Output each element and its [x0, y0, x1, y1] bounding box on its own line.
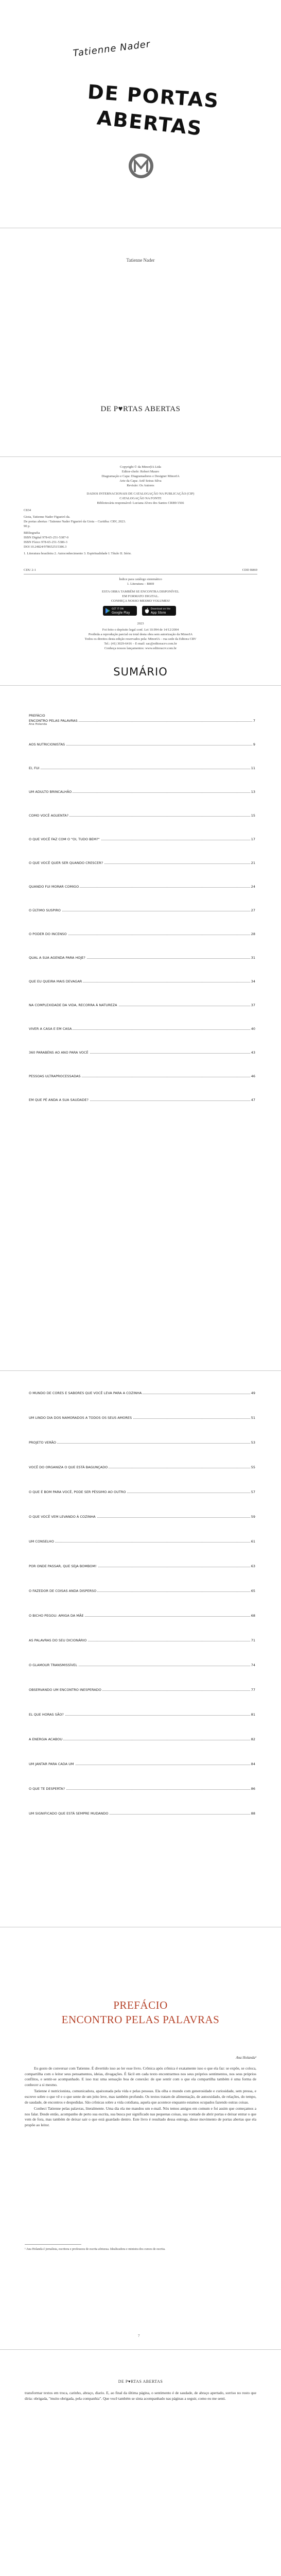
ebook-line: CONHEÇA NOSSO MESMO VOLUMES!	[111, 599, 170, 603]
google-play-button[interactable]	[103, 606, 137, 616]
catalog-line: Gioia, Tatienne Nader Figueiró da.	[24, 515, 71, 519]
copyright-credits	[62, 465, 219, 488]
page-separator	[0, 2349, 281, 2350]
catalog-header-line: CATALOGAÇÃO NA FONTE	[119, 497, 162, 500]
toc-entry-title: O QUE VOCÊ QUER SER QUANDO CRESCER?	[29, 861, 103, 865]
toc-entry-title: EL QUE HORAS SÃO?	[29, 1713, 64, 1717]
revision-line: Revisão: Os Autores	[127, 484, 154, 487]
toc-entry[interactable]	[29, 1762, 255, 1770]
toc-entry-title: A ENERGIA ACABOU	[29, 1737, 63, 1741]
app-store-button[interactable]	[142, 606, 176, 616]
toc-entry[interactable]	[29, 1050, 255, 1059]
toc-entry[interactable]	[29, 1391, 255, 1399]
toc-entry-page: 47	[251, 1098, 255, 1102]
index-line: Índice para catálogo sistemático	[119, 578, 162, 581]
toc-entry[interactable]	[29, 1589, 255, 1597]
toc-entry-title: O MUNDO DE CORES E SABORES QUE VOCÊ LEVA PARA A COZINHA	[29, 1391, 142, 1395]
running-header: DE P♥RTAS ABERTAS	[118, 2379, 163, 2384]
toc-entry-author: Ana Holanda	[29, 723, 47, 726]
toc-entry-title: EI, FUI	[29, 766, 40, 770]
ebook-line: EM FORMATO DIGITAL.	[122, 595, 159, 598]
legal-line: Todos os direitos desta edição reservados pela: MinorIA – rua sede da Editora CRV	[84, 637, 197, 641]
toc-entry-page: 31	[251, 956, 255, 960]
toc-entry-title: O FAZEDOR DE COISAS ANDA DISPERSO	[29, 1589, 97, 1593]
catalog-header-line: DADOS INTERNACIONAIS DE CATALOGAÇÃO NA PUBLICAÇÃO (CIP)	[86, 492, 195, 496]
toc-entry-title: QUAL A SUA AGENDA PARA HOJE?	[29, 956, 85, 960]
copyright-year: 2023	[137, 622, 144, 625]
catalog-line: Bibliografia	[24, 531, 40, 535]
store-name: Google Play	[112, 611, 130, 615]
toc-entry-title: UM SIGNIFICADO QUE ESTÁ SEMPRE MUDANDO	[29, 1811, 109, 1816]
toc-entry-title: O BICHO PEGOU: AMIGA DA MÃE	[29, 1614, 84, 1618]
cdu-code: CDU 2-1	[24, 568, 37, 572]
toc-entry-page: 63	[251, 1564, 255, 1568]
toc-entry-page: 61	[251, 1539, 255, 1544]
catalog-line: ISBN Físico 978-65-251-5386-3	[24, 540, 67, 544]
toc-entry-page: 49	[251, 1391, 255, 1395]
toc-entry[interactable]	[29, 1490, 255, 1498]
toc-entry[interactable]	[29, 1614, 255, 1622]
preface-paragraph: Conheci Tatienne pelas palavras, literalmente. Uma dia ela me mandou um e-mail. Nós temos amigos em comum e foi assim que começamos a nos falar. Desde então, acompanho de perto sua escrita, sua busca por significado nas pequenas coisas, sua vontade de abrir portas e deixar entrar o que vem de fora, mas também de deixar sair o que está guardado dentro. Este livro é resultado dessa entrega, desse movimento de portas abertas que ela propõe ao leitor.	[25, 2106, 256, 2127]
preface-title: PREFÁCIO	[113, 1999, 168, 2011]
toc-entry-page: 77	[251, 1688, 255, 1692]
toc-entry-page: 37	[251, 1003, 255, 1007]
toc-entry-title: QUE EU QUEIRA MAIS DEVAGAR	[29, 979, 82, 984]
toc-entry-page: 40	[251, 1027, 255, 1031]
legal-line: Proibida a reprodução parcial ou total desta obra sem autorização da MinorIA	[88, 633, 193, 636]
title-page-author: Tatienne Nader	[126, 258, 155, 263]
toc-entry[interactable]	[29, 1663, 255, 1671]
toc-entry[interactable]	[29, 1027, 255, 1035]
toc-entry-title: COMO VOCÊ AGUENTA?	[29, 814, 69, 818]
toc-entry-title: VOCÊ DO ORGANIZA O QUE ESTÁ BAGUNÇADO	[29, 1465, 108, 1469]
toc-entry-page: 24	[251, 885, 255, 889]
footnote: ¹ Ana Holanda é jornalista, escritora e professora de escrita afetuosa. Idealizadora e ministra dos cursos de escrita.	[25, 2248, 166, 2251]
cover-author	[66, 23, 194, 79]
toc-entry[interactable]	[29, 1688, 255, 1696]
summary-title: SUMÁRIO	[113, 666, 168, 678]
publisher-logo-icon	[128, 152, 154, 179]
toc-entry-title: O QUE VOCÊ VEM LEVANDO À COZINHA	[29, 1515, 96, 1519]
index-line: 1. Literatura – B869	[127, 582, 154, 586]
toc-entry[interactable]	[29, 1074, 255, 1082]
toc-entry-title: UM ADULTO BRINCALHÃO	[29, 790, 72, 794]
preface-body	[25, 2066, 256, 2129]
toc-entry-title: O QUE É BOM PARA VOCÊ, PODE SER PÉSSIMO AO OUTRO	[29, 1490, 126, 1494]
toc-entry-page: 71	[251, 1638, 255, 1642]
toc-entry-title: PREFÁCIO	[29, 714, 45, 718]
catalog-header-line: Bibliotecária responsável: Luciana Alves dos Santos CRB9/1566	[97, 501, 184, 505]
catalog-line: DOI 10.24824/978652515386.3	[24, 545, 67, 549]
toc-entry[interactable]	[29, 1465, 255, 1473]
toc-entry-page: 88	[251, 1811, 255, 1816]
toc-entry-title: OBSERVANDO UM ENCONTRO INESPERADO	[29, 1688, 101, 1692]
toc-entry-page: 68	[251, 1614, 255, 1618]
cover-author-text: Tatienne Nader	[72, 39, 151, 59]
copyright-page	[0, 457, 281, 684]
page-number: 7	[138, 2334, 140, 2338]
toc-entry[interactable]	[29, 742, 255, 751]
toc-entry[interactable]	[29, 719, 255, 727]
store-small-label: Download on the	[151, 608, 171, 611]
cover-title-line2: ABERTAS	[96, 106, 204, 140]
toc-entry-title: POR ONDE PASSAR, QUE SEJA BOMBOM!	[29, 1564, 97, 1568]
toc-entry[interactable]	[29, 790, 255, 798]
legal-notice	[62, 628, 219, 651]
toc-entry-page: 74	[251, 1663, 255, 1667]
toc-entry[interactable]	[29, 1515, 255, 1523]
toc-entry-title: VIVER A CASA E EM CASA	[29, 1027, 72, 1031]
toc-entry[interactable]	[29, 1539, 255, 1548]
toc-entry[interactable]	[29, 979, 255, 988]
toc-leader	[29, 1443, 255, 1444]
toc-entry-page: 43	[251, 1050, 255, 1055]
toc-entry-title: O QUE VOCÊ FAZ COM O "OI, TUDO BEM?"	[29, 837, 100, 841]
table-of-contents-continued	[29, 1391, 255, 1855]
apple-icon	[145, 608, 149, 614]
toc-entry-page: 81	[251, 1713, 255, 1717]
toc-entry[interactable]	[29, 908, 255, 917]
toc-entry-page: 21	[251, 861, 255, 865]
toc-entry[interactable]	[29, 1638, 255, 1647]
toc-entry[interactable]	[29, 837, 255, 845]
title-page	[0, 229, 281, 455]
toc-entry[interactable]	[29, 1811, 255, 1820]
toc-entry-page: 46	[251, 1074, 255, 1078]
cdd-code: CDD B869	[242, 568, 257, 572]
toc-entry[interactable]	[29, 814, 255, 822]
toc-entry[interactable]	[29, 932, 255, 940]
toc-leader	[29, 1542, 255, 1543]
preface-subtitle: ENCONTRO PELAS PALAVRAS	[61, 2013, 220, 2026]
toc-entry[interactable]	[29, 861, 255, 869]
toc-entry-title: AOS NUTRICIONISTAS	[29, 742, 65, 747]
legal-line: Conheça nossos lançamentos: www.editoracrv.com.br	[104, 647, 177, 650]
catalog-record	[24, 508, 260, 556]
catalog-line: C834	[24, 509, 31, 512]
toc-entry-title: PROJETO VERÃO	[29, 1440, 56, 1445]
toc-entry[interactable]	[29, 1003, 255, 1011]
toc-entry-page: 51	[251, 1416, 255, 1420]
toc-entry-page: 34	[251, 979, 255, 984]
ebook-line: ESTA OBRA TAMBÉM SE ENCONTRA DISPONÍVEL	[102, 590, 179, 594]
toc-entry[interactable]	[29, 956, 255, 964]
editor-line: Editor-chefe: Robert Mauro	[121, 470, 160, 473]
cover-title-line1: DE PORTAS	[86, 80, 220, 112]
toc-entry-title: EM QUE PÉ ANDA A SUA SAUDADE?	[29, 1098, 89, 1102]
toc-entry-title: NA COMPLEXIDADE DA VIDA, RECORRA À NATUREZA	[29, 1003, 117, 1007]
toc-entry-page: 53	[251, 1440, 255, 1445]
preface-paragraph: Eu gosto de conversar com Tatienne. É divertido isso ao ler esse livro. Crônica após crônica é exatamente isso o que ela faz: se expõe, se coloca, compartilha com o leitor seus pensamentos, ideias, divagações. É fácil em cada texto encontrarmos nos seus próprios sentimentos, nos seus próprios conflitos, e sentir-se acompanhado. E isso traz uma sensação boa de conexão: de que sentir com o que ela compartilha também é uma forma de conhecer a si mesmo.	[25, 2066, 256, 2087]
toc-entry-title: 360 PARABÉNS AO ANO PARA VOCÊ	[29, 1050, 89, 1055]
toc-entry[interactable]	[29, 885, 255, 893]
toc-entry-title: AS PALAVRAS DO SEU DICIONÁRIO	[29, 1638, 87, 1642]
toc-entry[interactable]	[29, 1713, 255, 1721]
page-separator	[0, 685, 281, 686]
preface-paragraph: Tatienne é nutricionista, comunicadora, apaixonada pela vida e pelas pessoas. Ela olha o mundo com generosidade e curiosidade, sem pressa, e escreve sobre o que vê e o que sente de um jeito leve, mas também profundo. Os textos tratam de alimentação, de autocuidado, de relações, do tempo, de saudade, de encontros e despedidas. São crônicas sobre a vida cotidiana, aquela que acontece enquanto estamos ocupados fazendo outras coisas.	[25, 2089, 256, 2105]
copyright-line: Copyright © da Minor|IA Ltda	[120, 465, 161, 469]
ebook-notice	[62, 589, 219, 603]
toc-entry-title: UM CONSELHO	[29, 1539, 54, 1544]
store-small-label: GET IT ON	[112, 608, 124, 611]
toc-entry-page: 84	[251, 1762, 255, 1766]
cover-art-line: Arte da Capa: Ariê Seiras Silva	[119, 479, 162, 483]
cover-page	[0, 0, 281, 227]
page-separator	[0, 1370, 281, 1371]
continuation-text: transformar textos em troca, carinho, abraço, diario. E, ao final da última página, o sentimento é de saudade, de abraço apertado, sorriso no rosto que diria: obrigada, "muito obrigada, pela companhia". Que você também se sinta acompanhado nas páginas a seguir, como eu me senti.	[25, 2391, 256, 2401]
toc-entry[interactable]	[29, 1440, 255, 1449]
catalog-line: 90 p.	[24, 524, 30, 528]
toc-entry-page: 7	[253, 719, 255, 723]
toc-entry[interactable]	[29, 766, 255, 774]
toc-entry-title: O ÚLTIMO SUSPIRO	[29, 908, 61, 912]
page-separator	[0, 456, 281, 457]
toc-entry-title: O PODER DO INCENSO	[29, 932, 67, 936]
toc-entry-page: 9	[253, 742, 255, 747]
toc-entry-title: UM JANTAR PARA CADA UM	[29, 1762, 74, 1766]
toc-entry-page: 11	[251, 766, 255, 770]
index-catalog	[62, 577, 219, 586]
toc-entry-title: O GLAMOUR TRANSMISSÍVEL	[29, 1663, 78, 1667]
toc-entry[interactable]	[29, 1737, 255, 1745]
toc-entry-title: QUANDO FUI MORAR COMIGO	[29, 885, 79, 889]
toc-entry-page: 28	[251, 932, 255, 936]
toc-entry[interactable]	[29, 1416, 255, 1424]
toc-entry-title: O QUE TE DESPERTA?	[29, 1787, 65, 1791]
toc-entry-page: 82	[251, 1737, 255, 1741]
toc-entry-page: 65	[251, 1589, 255, 1593]
toc-entry-page: 86	[251, 1787, 255, 1791]
catalog-line: ISBN Digital 978-65-251-5387-0	[24, 536, 69, 539]
toc-entry-page: 57	[251, 1490, 255, 1494]
toc-entry-title: PESSOAS ULTRAPROCESSADAS	[29, 1074, 81, 1078]
toc-entry[interactable]	[29, 1787, 255, 1795]
title-page-title: DE P♥RTAS ABERTAS	[100, 405, 181, 413]
footnote-divider	[25, 2244, 81, 2245]
toc-entry[interactable]	[29, 1098, 255, 1106]
design-line: Diagramação e Capa: Diagramadores e Designer MinorIA	[101, 474, 180, 478]
toc-entry[interactable]	[29, 1564, 255, 1572]
toc-entry-title: ENCONTRO PELAS PALAVRAS	[29, 719, 78, 723]
table-of-contents	[29, 714, 255, 1157]
store-name: App Store	[151, 611, 166, 615]
toc-entry-page: 55	[251, 1465, 255, 1469]
toc-entry-title: UM LINDO DIA DOS NAMORADOS A TODOS OS SEUS AMORES	[29, 1416, 132, 1420]
catalog-line: De portas abertas / Tatienne Nader Figueiró da Gioia – Curitiba: CRV, 2023.	[24, 520, 126, 523]
toc-entry-page: 13	[251, 790, 255, 794]
catalog-header	[62, 492, 219, 505]
legal-line: Foi feito o depósito legal conf. Lei 10.994 de 14/12/2004	[102, 628, 179, 632]
toc-entry-page: 17	[251, 837, 255, 841]
toc-entry-page: 59	[251, 1515, 255, 1519]
legal-line: Tel.: (41) 3029-6416 – E-mail: sac@editoracrv.com.br	[104, 642, 177, 646]
toc-entry-page: 15	[251, 814, 255, 818]
google-play-icon	[106, 608, 110, 614]
store-badges	[103, 606, 180, 616]
preface-signature: Ana Holanda¹	[236, 2056, 256, 2060]
catalog-line: 1. Literatura brasileira 2. Autoconhecimento 3. Espiritualidade I. Título II. Série.	[24, 552, 132, 555]
toc-entry-page: 27	[251, 908, 255, 912]
